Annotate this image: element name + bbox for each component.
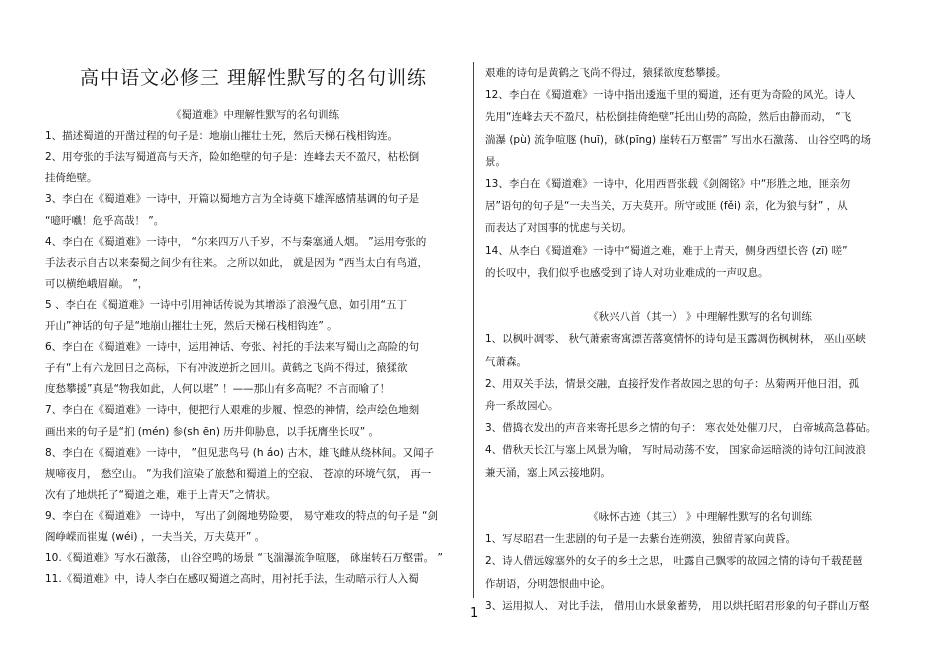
text-line: 11.《蜀道难》中，诗人李白在感叹蜀道之高时，用衬托手法，生动暗示行人入蜀 <box>45 573 419 586</box>
text-line: 10.《蜀道难》写水石激荡， 山谷空鸣的场景 “飞湍瀑流争喧豗， 砯崖转石万壑雷。 ” <box>45 552 443 565</box>
text-line: 子有“上有六龙回日之高标，下有冲波逆折之回川。黄鹤之飞尚不得过，猿猱欲 <box>45 362 408 375</box>
page-title: 高中语文必修三 理解性默写的名句训练 <box>80 67 428 89</box>
text-line: 气萧森。 <box>485 355 527 368</box>
text-line: 2、用双关手法，情景交融，直接抒发作者故园之思的句子：丛菊两开他日泪，孤 <box>485 377 860 390</box>
text-line: 兼天涌，塞上风云接地阴。 <box>485 466 611 479</box>
text-line: 湍瀑 (pù) 流争喧豗 (huī)，砯(pīng) 崖转石万壑雷” 写出水石激荡、 山谷空鸣的场 <box>485 133 871 146</box>
page-number: 1 <box>470 606 479 621</box>
section-heading: 《蜀道难》中理解性默写的名句训练 <box>171 109 339 121</box>
text-line: 12、李白在《蜀道难》一诗中指出逶迤千里的蜀道，还有更为奇险的风光。诗人 <box>485 89 856 102</box>
text-line: 3、李白在《蜀道难》一诗中，开篇以蜀地方言为全诗奠下雄浑感情基调的句子是 <box>45 193 420 206</box>
text-line: 规啼夜月， 愁空山。 ”为我们渲染了旅愁和蜀道上的空寂、 苍凉的环境气氛， 再一 <box>45 467 432 480</box>
text-line: 度愁攀援”真是“物我如此，人何以堪” ！——那山有多高呢？不言而喻了！ <box>45 383 391 396</box>
text-line: 8、李白在《蜀道难》一诗中， ”但见悲鸟号 (h áo) 古木，雄飞雌从绕林间。又闻子 <box>45 446 435 459</box>
text-line: 作胡语，分明怨恨曲中论。 <box>485 577 611 590</box>
text-line: 9、李白在《蜀道难》 一诗中， 写出了剑阁地势险要， 易守难攻的特点的句子是 “剑 <box>45 509 438 522</box>
text-line: 阁峥嵘而崔嵬 (wéi) ，一夫当关，万夫莫开” 。 <box>45 531 266 543</box>
text-line: 开山”神话的句子是“地崩山摧壮士死，然后天梯石栈相钩连” 。 <box>45 320 338 332</box>
text-line: 4、借秋天长江与塞上风景为喻， 写时局动荡不安， 国家命运暗淡的诗句江间波浪 <box>485 444 866 457</box>
text-line: 居”语句的句子是“一夫当关，万夫莫开。所守或匪 (fěi) 亲，化为狼与豺” ，从 <box>485 200 848 213</box>
text-line: 画出来的句子是“扪 (mén) 参(sh ēn) 历井仰胁息，以手抚膺坐长叹” 。 <box>45 425 380 438</box>
text-line: 14、从李白《蜀道难》一诗中“蜀道之难，难于上青天，侧身西望长咨 (zī) 嗟” <box>485 244 848 257</box>
text-line: 2、诗人借远嫁塞外的女子的乡土之思， 吐露自己飘零的故园之情的诗句千载琵琶 <box>485 555 863 568</box>
section-heading: 《秋兴八首（其一） 》中理解性默写的名句训练 <box>588 311 812 324</box>
text-line: 可以横绝峨眉巅。 ”， <box>45 277 149 290</box>
text-line: 13、李白在《蜀道难》一诗中，化用西晋张载《剑阁铭》中“形胜之地，匪亲勿 <box>485 178 851 190</box>
text-line: 6、李白在《蜀道难》一诗中，运用神话、夸张、衬托的手法来写蜀山之高险的句 <box>45 341 420 354</box>
text-line: 5 、李白在《蜀道难》一诗中引用神话传说为其增添了浪漫气息，如引用“五丁 <box>45 298 407 311</box>
text-line: 次有了地烘托了“蜀道之难，难于上青天”之情状。 <box>45 488 277 501</box>
text-line: 舟一系故园心。 <box>485 400 559 412</box>
text-line: 1、写尽昭君一生悲剧的句子是一去紫台连朔漠，独留青冢向黄昏。 <box>485 533 797 546</box>
section-heading: 《咏怀古迹（其三） 》中理解性默写的名句训练 <box>588 511 812 523</box>
text-line: “噫吁嚱！危乎高哉！ ”。 <box>45 214 165 227</box>
text-line: 2、用夸张的手法写蜀道高与天齐，险如绝壁的句子是：连峰去天不盈尺，枯松倒 <box>45 151 420 164</box>
text-line: 1、以枫叶凋零、 秋气萧索寄寓漂苦落寞情怀的诗句是玉露凋伤枫树林， 巫山巫峡 <box>485 333 866 346</box>
text-line: 7、李白在《蜀道难》一诗中，便把行人艰难的步履、惶恐的神情，绘声绘色地刻 <box>45 404 420 417</box>
text-line: 手法表示自古以来秦蜀之间少有往来。 之所以如此， 就是因为 “西当太白有鸟道， <box>45 256 428 269</box>
text-line: 3、运用拟人、 对比手法， 借用山水景象蓄势， 用以烘托昭君形象的句子群山万壑 <box>485 599 870 612</box>
text-line: 先用“连峰去天不盈尺，枯松倒挂倚绝壁”托出山势的高险，然后由静而动， “飞 <box>485 111 852 124</box>
text-line: 4、李白在《蜀道难》一诗中， “尔来四万八千岁，不与秦塞通人烟。 ”运用夸张的 <box>45 235 427 248</box>
text-line: 景。 <box>485 155 506 168</box>
text-line: 3、借捣衣发出的声音来寄托思乡之情的句子： 寒衣处处催刀尺， 白帝城高急暮砧。 <box>485 422 877 435</box>
text-line: 的长叹中，我们似乎也感受到了诗人对功业难成的一声叹息。 <box>485 266 769 279</box>
column-divider <box>473 62 474 598</box>
text-line: 艰难的诗句是黄鹤之飞尚不得过，猿猱欲度愁攀援。 <box>485 67 727 79</box>
text-line: 挂倚绝壁。 <box>45 172 98 185</box>
text-line: 而表达了对国事的忧虑与关切。 <box>485 222 632 235</box>
text-line: 1、描述蜀道的开凿过程的句子是：地崩山摧壮士死，然后天梯石栈相钩连。 <box>45 130 399 143</box>
